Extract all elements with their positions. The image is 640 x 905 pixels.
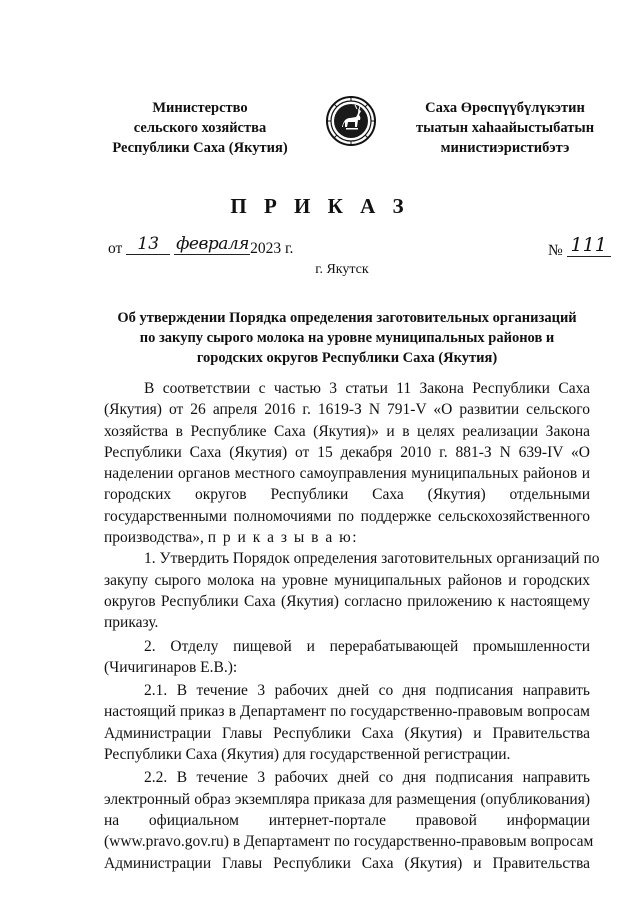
header-left-line: сельского хозяйства (133, 120, 267, 136)
text-line: (www.pravo.gov.ru) в Департамент по государственно-правовым вопросам (104, 833, 594, 851)
ministry-name-russian (100, 98, 300, 158)
order-body (104, 378, 600, 874)
ministry-name-yakut (394, 98, 616, 158)
order-subject (104, 308, 590, 368)
number-prefix: № (548, 242, 563, 259)
text-line: наделении органов местного самоуправления муниципальных районов и (104, 465, 590, 483)
document-title: П Р И К А З (230, 194, 410, 218)
text-line: Администрации Главы Республики Саха (Якутия) и Правительства (104, 724, 590, 742)
header-right-line: министиэристибэтэ (440, 140, 570, 156)
subject-line: Об утверждении Порядка определения заготовительных организаций (117, 310, 577, 326)
text-line: 1. Утвердить Порядок определения заготовительных организаций по (144, 550, 600, 568)
order-date (108, 234, 294, 259)
paragraph-item-1 (104, 548, 600, 633)
paragraph-item-2-2 (104, 767, 594, 873)
header-right-line: тыатын хаһаайыстыбатын (415, 120, 595, 136)
text-fragment: производства», (104, 529, 204, 547)
text-line: городских округов Республики Саха (Якутия) отдельными (104, 486, 590, 504)
paragraph-preamble (104, 378, 590, 548)
header-left-line: Республики Саха (Якутия) (112, 140, 288, 156)
text-line: хозяйства в Республике Саха (Якутия)» и в целях реализации Закона (104, 422, 590, 440)
text-line: Республики Саха (Якутия) от 15 декабря 2010 г. 881-З N 639-IV «О (104, 443, 590, 461)
text-line: В соответствии с частью 3 статьи 11 Закона Республики Саха (144, 380, 590, 397)
header-left-line: Министерство (152, 100, 248, 116)
date-year: 2023 г. (250, 240, 294, 257)
handwritten-month: февраля (176, 234, 249, 254)
text-line: настоящий приказ в Департамент по государственно-правовым вопросам (104, 703, 590, 721)
order-verb: п р и к а з ы в а ю: (207, 529, 359, 547)
paragraph-item-2 (104, 636, 590, 679)
text-line: 2. Отделу пищевой и перерабатывающей промышленности (144, 637, 590, 655)
paragraph-item-2-1 (104, 680, 590, 765)
order-number (548, 234, 611, 261)
date-prefix: от (108, 240, 123, 257)
text-line: 2.1. В течение 3 рабочих дней со дня подписания направить (144, 682, 590, 700)
handwritten-day: 13 (126, 234, 170, 255)
text-line: государственными полномочиями по поддержке сельскохозяйственного (104, 507, 590, 525)
text-line (104, 527, 590, 548)
text-line: электронный образ экземпляра приказа для размещения (опубликования) (104, 790, 590, 808)
subject-line: городских округов Республики Саха (Якутия) (196, 350, 498, 366)
text-line: (Чичигинаров Е.В.): (104, 658, 238, 676)
sakha-emblem-icon (326, 96, 376, 146)
text-line: приказу. (104, 614, 159, 632)
subject-line: по закупу сырого молока на уровне муниципальных районов и (139, 330, 555, 346)
text-line: Администрации Главы Республики Саха (Якутия) и Правительства (104, 854, 590, 872)
text-line: округов Республики Саха (Якутия) согласно приложению к настоящему (104, 592, 590, 610)
header-right-line: Саха Өрөспүүбүлүкэтин (425, 100, 585, 116)
text-line: 2.2. В течение 3 рабочих дней со дня подписания направить (144, 769, 590, 787)
text-line: закупу сырого молока на уровне муниципальных районов и городских (104, 571, 590, 589)
text-line: на официальном интернет-портале правовой информации (104, 811, 590, 829)
text-line: Республики Саха (Якутия) для государственной регистрации. (104, 746, 511, 764)
text-line: (Якутия) от 26 апреля 2016 г. 1619-З N 791-V «О развитии сельского (104, 401, 590, 419)
handwritten-number: 111 (567, 234, 611, 257)
city: г. Якутск (315, 262, 369, 277)
